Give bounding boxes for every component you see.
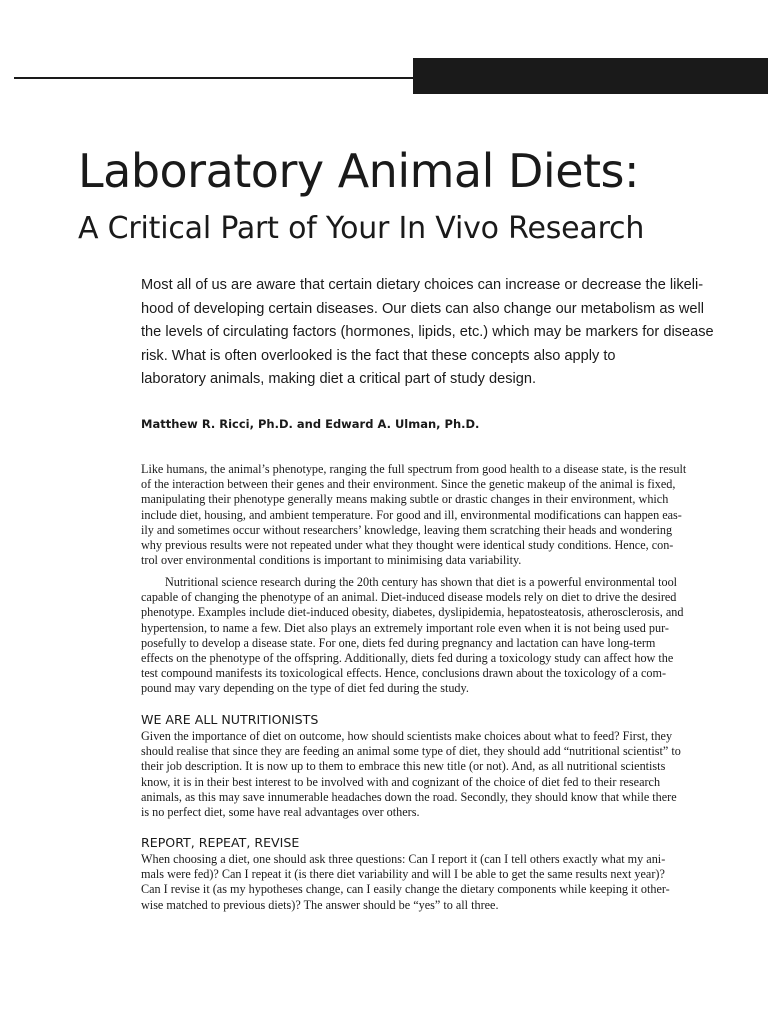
body-line: Can I revise it (as my hypotheses change, can I easily change the dietary components while keeping it other- — [141, 882, 670, 897]
header-bar — [413, 58, 768, 94]
page-title: Laboratory Animal Diets: — [78, 144, 640, 198]
section-heading-report-repeat-revise: REPORT, REPEAT, REVISE — [141, 835, 300, 850]
body-paragraph-2 — [141, 575, 709, 697]
page-subtitle: A Critical Part of Your In Vivo Research — [78, 211, 645, 246]
intro-paragraph — [141, 274, 714, 392]
body-line: effects on the phenotype of the offspring. Additionally, diets fed during a toxicology study can affect how the — [141, 651, 674, 666]
section-paragraph-report-repeat-revise — [141, 852, 709, 913]
body-line: why previous results were not repeated under what they thought were identical study conditions. Hence, con- — [141, 538, 674, 553]
body-line: test compound manifests its toxicological effects. Hence, conclusions drawn about the toxicology of a com- — [141, 666, 667, 681]
body-line: manipulating their phenotype generally means making subtle or drastic changes in their environment, which — [141, 492, 669, 507]
section-heading-nutritionists: WE ARE ALL NUTRITIONISTS — [141, 712, 319, 727]
body-line: include diet, housing, and ambient temperature. For good and ill, environmental modifications can happen eas- — [141, 507, 682, 522]
body-line: Nutritional science research during the 20th century has shown that diet is a powerful environmental tool — [165, 575, 678, 589]
body-line: phenotype. Examples include diet-induced obesity, diabetes, dyslipidemia, hepatosteatosis, atherosclerosis, and — [141, 605, 684, 620]
author-byline: Matthew R. Ricci, Ph.D. and Edward A. Ulman, Ph.D. — [141, 417, 480, 431]
body-line: pound may vary depending on the type of diet fed during the study. — [141, 681, 469, 696]
body-line: should realise that since they are feeding an animal some type of diet, they should add “nutritional scientist” to — [141, 744, 681, 759]
body-line: capable of changing the phenotype of an animal. Diet-induced disease models rely on diet to drive the desired — [141, 590, 677, 605]
body-line: hypertension, to name a few. Diet also plays an extremely important role even when it is not being used pur- — [141, 620, 669, 635]
body-line: is no perfect diet, some have real advantages over others. — [141, 805, 420, 820]
body-paragraph-1 — [141, 462, 709, 568]
body-line: of the interaction between their genes and their environment. Since the genetic makeup of the animal is fixed, — [141, 477, 676, 492]
body-line: Given the importance of diet on outcome, how should scientists make choices about what to feed? First, they — [141, 729, 673, 743]
body-line: trol over environmental conditions is important to minimising data variability. — [141, 553, 522, 568]
body-line: ily and sometimes occur without researchers’ knowledge, leaving them scratching their heads and wondering — [141, 522, 673, 537]
body-line: mals were fed)? Can I repeat it (is there diet variability and will I be able to get the same results next year)? — [141, 867, 665, 882]
intro-line: laboratory animals, making diet a critical part of study design. — [141, 371, 537, 387]
section-paragraph-nutritionists — [141, 729, 709, 820]
intro-line: Most all of us are aware that certain dietary choices can increase or decrease the likeli- — [141, 277, 704, 293]
header-rule — [14, 77, 414, 79]
body-line: Like humans, the animal’s phenotype, ranging the full spectrum from good health to a disease state, is the result — [141, 462, 687, 476]
intro-line: risk. What is often overlooked is the fact that these concepts also apply to — [141, 347, 616, 364]
intro-line: the levels of circulating factors (hormones, lipids, etc.) which may be markers for disease — [141, 324, 714, 340]
body-line: posefully to develop a disease state. For one, diets fed during pregnancy and lactation can have long-term — [141, 635, 656, 650]
body-line: know, it is in their best interest to be involved with and cognizant of the choice of diet fed to their research — [141, 774, 661, 789]
intro-line: hood of developing certain diseases. Our diets can also change our metabolism as well — [141, 300, 704, 317]
body-line: their job description. It is now up to them to embrace this new title (or not). And, as all nutritional scientists — [141, 759, 666, 774]
body-line: animals, as this may save innumerable headaches down the road. Secondly, they should know that while there — [141, 789, 677, 804]
body-line: When choosing a diet, one should ask three questions: Can I report it (can I tell others exactly what my ani- — [141, 852, 666, 866]
body-line: wise matched to previous diets)? The answer should be “yes” to all three. — [141, 897, 499, 912]
